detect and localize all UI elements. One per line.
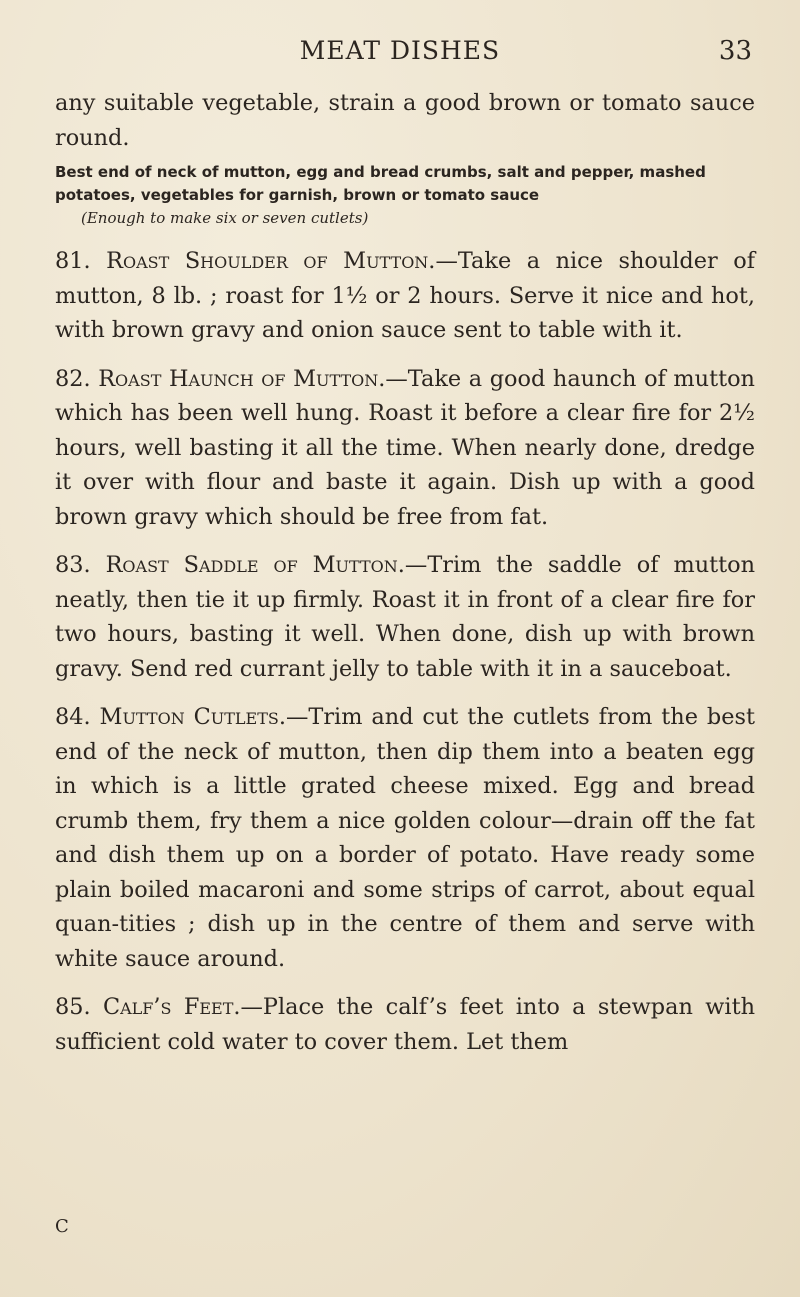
recipe-text: —Trim the saddle of mutton neatly, then tie it up firmly. Roast it in front of a clear fire for two hours, basting it well. When done, dish up with brown gravy. Send red currant jelly to table with it in a sauceboat. — [55, 552, 756, 682]
recipe-85 — [55, 990, 755, 1059]
recipe-title: Roast Haunch of Mutton. — [98, 365, 386, 392]
signature-mark: C — [55, 1216, 69, 1237]
page-number: 33 — [718, 36, 752, 66]
recipe-82 — [55, 362, 755, 535]
body-text — [55, 86, 755, 1073]
recipe-text: —Trim and cut the cutlets from the best end of the neck of mutton, then dip them into a beaten egg in which is a little grated cheese mixed. Egg and bread crumb them, fry them a nice golden colour—drain off the fat and dish them up on a border of potato. Have ready some plain boiled macaroni and some strips of carrot, about equal quan-tities ; dish up in the centre of them and serve with white sauce around. — [55, 704, 755, 972]
recipe-title: Roast Shoulder of Mutton. — [106, 248, 436, 274]
recipe-number: 81. — [55, 248, 91, 274]
recipe-number: 85. — [55, 994, 91, 1020]
recipe-number: 82. — [55, 365, 91, 392]
recipe-text: —Take a good haunch of mutton which has been well hung. Roast it before a clear fire for 2½ hours, well basting it all the time. When nearly done, dredge it over with flour and baste it again. Dish up with a good brown gravy which should be free from fat. — [55, 365, 755, 530]
recipe-81 — [55, 244, 755, 348]
recipe-text: —Take a nice shoulder of mutton, 8 lb. ; roast for 1½ or 2 hours. Serve it nice and hot, with brown gravy and onion sauce sent to table with it. — [55, 248, 756, 343]
recipe-title: Calf’s Feet. — [102, 994, 241, 1020]
recipe-83 — [55, 548, 755, 686]
recipe-text: —Place the calf’s feet into a stewpan with sufficient cold water to cover them. Let them — [55, 994, 755, 1055]
running-head: MEAT DISHES — [299, 36, 501, 65]
recipe-84 — [55, 700, 755, 976]
ingredients-list: Best end of neck of mutton, egg and bread crumbs, salt and pepper, mashed potatoes, vegetables for garnish, brown or tomato sauce — [55, 163, 706, 204]
recipe-number: 84. — [55, 704, 91, 730]
page-header — [0, 36, 800, 76]
ingredients-note: (Enough to make six or seven cutlets) — [81, 209, 369, 227]
recipe-title: Roast Saddle of Mutton. — [105, 552, 405, 578]
recipe-number: 83. — [55, 552, 91, 578]
continuation-paragraph: any suitable vegetable, strain a good brown or tomato sauce round. — [55, 90, 755, 151]
recipe-title: Mutton Cutlets. — [99, 704, 286, 730]
